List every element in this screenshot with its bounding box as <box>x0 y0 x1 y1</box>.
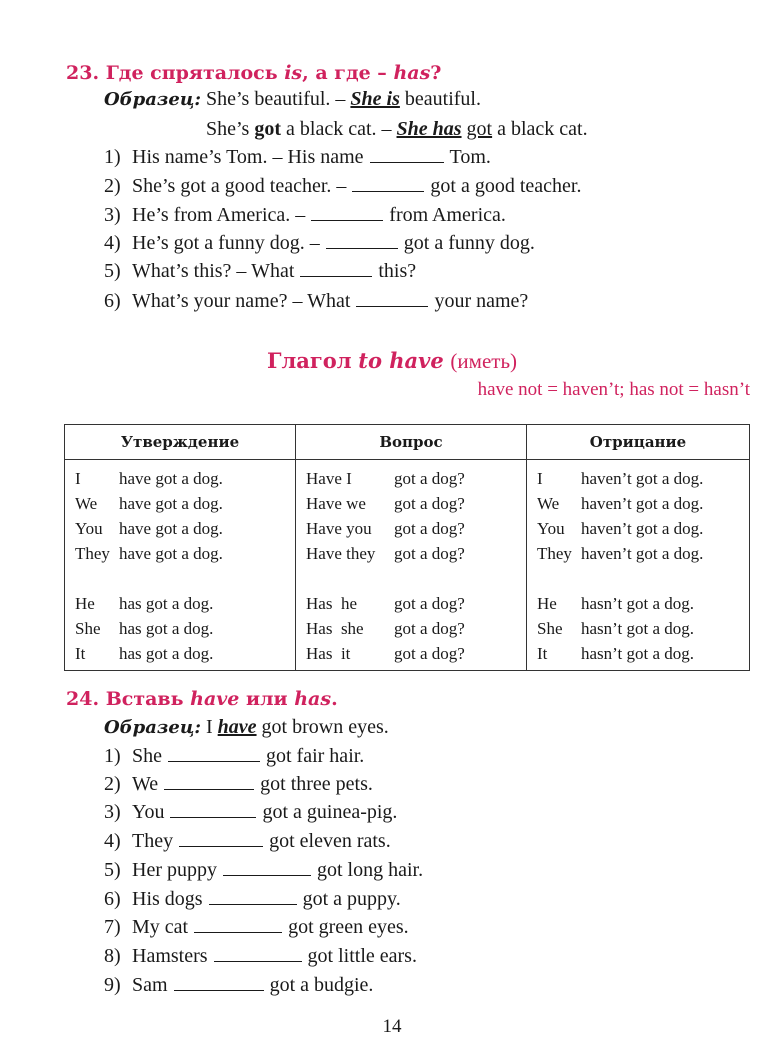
table-line <box>537 641 739 666</box>
verb-phrase: have got a dog. <box>119 469 223 488</box>
auxiliary-pronoun: Have we <box>306 494 366 513</box>
exercise-24-item <box>104 745 364 768</box>
verb-phrase: got a dog? <box>394 644 465 663</box>
answer-blank[interactable] <box>174 976 264 991</box>
sample-got: got <box>254 118 282 140</box>
item-text: Hamsters <box>132 945 208 967</box>
grammar-contractions: have not = haven’t; has not = hasn’t <box>477 379 750 400</box>
title-text: или <box>246 688 288 710</box>
column-header-negative: Отрицание <box>527 425 750 460</box>
answer-blank[interactable] <box>356 292 428 307</box>
sample-question: She’s beautiful. – <box>205 88 346 110</box>
item-number: 9) <box>104 974 121 996</box>
exercise-24-item <box>104 773 373 796</box>
pronoun: We <box>75 494 98 513</box>
sample-text: I <box>205 716 213 738</box>
grammar-title <box>0 348 784 374</box>
exercise-23-item <box>104 204 506 227</box>
table-line <box>306 541 516 566</box>
exercise-23-title <box>66 62 441 84</box>
verb-phrase: haven’t got a dog. <box>581 519 704 538</box>
item-text: She’s got a good teacher. – <box>132 175 347 197</box>
verb-phrase: hasn’t got a dog. <box>581 594 695 613</box>
item-text: She <box>132 745 162 767</box>
table-line <box>75 491 285 516</box>
item-number: 4) <box>104 830 121 852</box>
verb-phrase: has got a dog. <box>119 644 214 663</box>
item-text: got fair hair. <box>266 745 365 767</box>
auxiliary-pronoun: Has he <box>306 594 357 613</box>
exercise-23-item <box>104 290 528 313</box>
answer-blank[interactable] <box>326 234 398 249</box>
exercise-23-item <box>104 260 416 283</box>
item-number: 4) <box>104 232 121 254</box>
table-line <box>306 641 516 666</box>
conjugation-table <box>64 424 750 671</box>
verb-phrase: haven’t got a dog. <box>581 469 704 488</box>
verb-phrase: hasn’t got a dog. <box>581 619 695 638</box>
table-line <box>75 541 285 566</box>
item-number: 1) <box>104 745 121 767</box>
sample-text: a black cat. – <box>286 118 392 140</box>
title-text: , а где – <box>302 62 387 84</box>
verb-phrase: have got a dog. <box>119 519 223 538</box>
pronoun: He <box>537 594 557 613</box>
title-text: Вставь <box>105 688 184 710</box>
title-word-has: has <box>294 688 332 710</box>
item-text: We <box>132 773 159 795</box>
table-line <box>537 541 739 566</box>
item-number: 3) <box>104 801 121 823</box>
table-line <box>306 466 516 491</box>
item-number: 2) <box>104 773 121 795</box>
auxiliary-pronoun: Have you <box>306 519 372 538</box>
pronoun: She <box>75 619 101 638</box>
verb-phrase: got a dog? <box>394 594 465 613</box>
table-line <box>537 466 739 491</box>
verb-phrase: has got a dog. <box>119 594 214 613</box>
answer-blank[interactable] <box>164 775 254 790</box>
title-word-has: has <box>393 62 431 84</box>
sample-rest: beautiful. <box>404 88 481 110</box>
exercise-24-item <box>104 974 373 997</box>
exercise-24-item <box>104 830 391 853</box>
item-text: got a budgie. <box>269 974 374 996</box>
exercise-24-item <box>104 801 397 824</box>
item-number: 7) <box>104 916 121 938</box>
answer-blank[interactable] <box>179 832 263 847</box>
item-text: got a puppy. <box>302 888 401 910</box>
table-body-row <box>65 460 750 671</box>
pronoun: She <box>537 619 563 638</box>
exercise-number: 23. <box>66 62 100 84</box>
answer-blank[interactable] <box>194 918 282 933</box>
table-line <box>306 491 516 516</box>
item-text: got green eyes. <box>288 916 409 938</box>
exercise-24-item <box>104 916 409 939</box>
item-number: 5) <box>104 859 121 881</box>
grammar-title-text: Глагол <box>266 348 352 373</box>
item-text: got a good teacher. <box>430 175 582 197</box>
pronoun: We <box>537 494 560 513</box>
table-line <box>75 466 285 491</box>
item-number: 3) <box>104 204 121 226</box>
exercise-23-item <box>104 146 491 169</box>
verb-phrase: have got a dog. <box>119 544 223 563</box>
answer-blank[interactable] <box>209 890 297 905</box>
item-text: got three pets. <box>260 773 373 795</box>
answer-blank[interactable] <box>170 803 256 818</box>
item-text: this? <box>378 260 417 282</box>
verb-phrase: got a dog? <box>394 469 465 488</box>
auxiliary-pronoun: Have they <box>306 544 376 563</box>
exercise-23-item <box>104 232 535 255</box>
exercise-24-item <box>104 859 423 882</box>
table-line <box>306 516 516 541</box>
item-text: got a funny dog. <box>403 232 535 254</box>
title-word-have: have <box>190 688 240 710</box>
title-punct: ? <box>430 62 442 84</box>
verb-phrase: got a dog? <box>394 544 465 563</box>
item-number: 1) <box>104 146 121 168</box>
verb-phrase: haven’t got a dog. <box>581 494 704 513</box>
exercise-24-sample <box>104 716 389 739</box>
pronoun: He <box>75 594 95 613</box>
sample-answer-got: got <box>466 118 493 140</box>
verb-phrase: has got a dog. <box>119 619 214 638</box>
sample-answer: have <box>217 716 257 738</box>
table-line <box>537 516 739 541</box>
verb-phrase: have got a dog. <box>119 494 223 513</box>
item-text: My cat <box>132 916 189 938</box>
verb-phrase: hasn’t got a dog. <box>581 644 695 663</box>
pronoun: They <box>75 544 110 563</box>
exercise-23-sample-2 <box>206 118 588 141</box>
affirmative-column <box>65 460 296 671</box>
item-text: You <box>132 801 165 823</box>
item-text: He’s from America. – <box>132 204 306 226</box>
column-header-question: Вопрос <box>296 425 527 460</box>
item-text: from America. <box>389 204 506 226</box>
item-number: 8) <box>104 945 121 967</box>
exercise-23-sample-1 <box>104 88 481 111</box>
verb-phrase: haven’t got a dog. <box>581 544 704 563</box>
pronoun: I <box>537 469 543 488</box>
sample-rest: got brown eyes. <box>261 716 389 738</box>
item-number: 2) <box>104 175 121 197</box>
exercise-24-title <box>66 688 338 710</box>
answer-blank[interactable] <box>300 262 372 277</box>
answer-blank[interactable] <box>311 206 383 221</box>
item-text: your name? <box>434 290 529 312</box>
answer-blank[interactable] <box>168 747 260 762</box>
negative-column <box>527 460 750 671</box>
pronoun: They <box>537 544 572 563</box>
verb-phrase: got a dog? <box>394 494 465 513</box>
pronoun: You <box>75 519 103 538</box>
sample-text: She’s <box>206 118 250 140</box>
table-line <box>75 516 285 541</box>
item-number: 5) <box>104 260 121 282</box>
item-number: 6) <box>104 290 121 312</box>
table-line <box>537 591 739 616</box>
table-line <box>75 641 285 666</box>
title-text: Где спряталось <box>105 62 278 84</box>
exercise-23-item <box>104 175 581 198</box>
table-line <box>537 616 739 641</box>
pronoun: You <box>537 519 565 538</box>
item-text: got little ears. <box>307 945 417 967</box>
title-word-is: is <box>284 62 303 84</box>
title-punct: . <box>331 688 338 710</box>
item-text: got eleven rats. <box>269 830 391 852</box>
exercise-24-item <box>104 888 401 911</box>
column-header-affirmative: Утверждение <box>65 425 296 460</box>
answer-blank[interactable] <box>370 148 444 163</box>
table-line <box>306 616 516 641</box>
item-text: got long hair. <box>316 859 424 881</box>
item-text: Tom. <box>449 146 491 168</box>
item-number: 6) <box>104 888 121 910</box>
answer-blank[interactable] <box>352 177 424 192</box>
page-number: 14 <box>382 1016 402 1037</box>
grammar-title-verb: to have <box>358 348 444 373</box>
verb-phrase: got a dog? <box>394 619 465 638</box>
sample-label: Образец: <box>104 717 201 738</box>
sample-rest: a black cat. <box>497 118 588 140</box>
table-line <box>75 616 285 641</box>
exercise-number: 24. <box>66 688 100 710</box>
exercise-24-item <box>104 945 417 968</box>
question-column <box>296 460 527 671</box>
item-text: His dogs <box>132 888 203 910</box>
answer-blank[interactable] <box>214 947 302 962</box>
auxiliary-pronoun: Has she <box>306 619 364 638</box>
auxiliary-pronoun: Have I <box>306 469 352 488</box>
verb-phrase: got a dog? <box>394 519 465 538</box>
pronoun: It <box>537 644 548 663</box>
item-text: got a guinea-pig. <box>262 801 398 823</box>
item-text: They <box>132 830 174 852</box>
table-line <box>537 491 739 516</box>
pronoun: It <box>75 644 86 663</box>
table-line <box>306 591 516 616</box>
sample-answer: She is <box>350 88 400 110</box>
grammar-title-translation: (иметь) <box>450 349 518 373</box>
auxiliary-pronoun: Has it <box>306 644 351 663</box>
item-text: What’s this? – What <box>132 260 295 282</box>
item-text: His name’s Tom. – His name <box>132 146 364 168</box>
table-header-row <box>65 425 750 460</box>
item-text: What’s your name? – What <box>132 290 351 312</box>
item-text: Her puppy <box>132 859 217 881</box>
item-text: He’s got a funny dog. – <box>132 232 320 254</box>
item-text: Sam <box>132 974 168 996</box>
pronoun: I <box>75 469 81 488</box>
sample-label: Образец: <box>104 89 201 110</box>
sample-answer: She has <box>396 118 462 140</box>
answer-blank[interactable] <box>223 861 311 876</box>
table-line <box>75 591 285 616</box>
